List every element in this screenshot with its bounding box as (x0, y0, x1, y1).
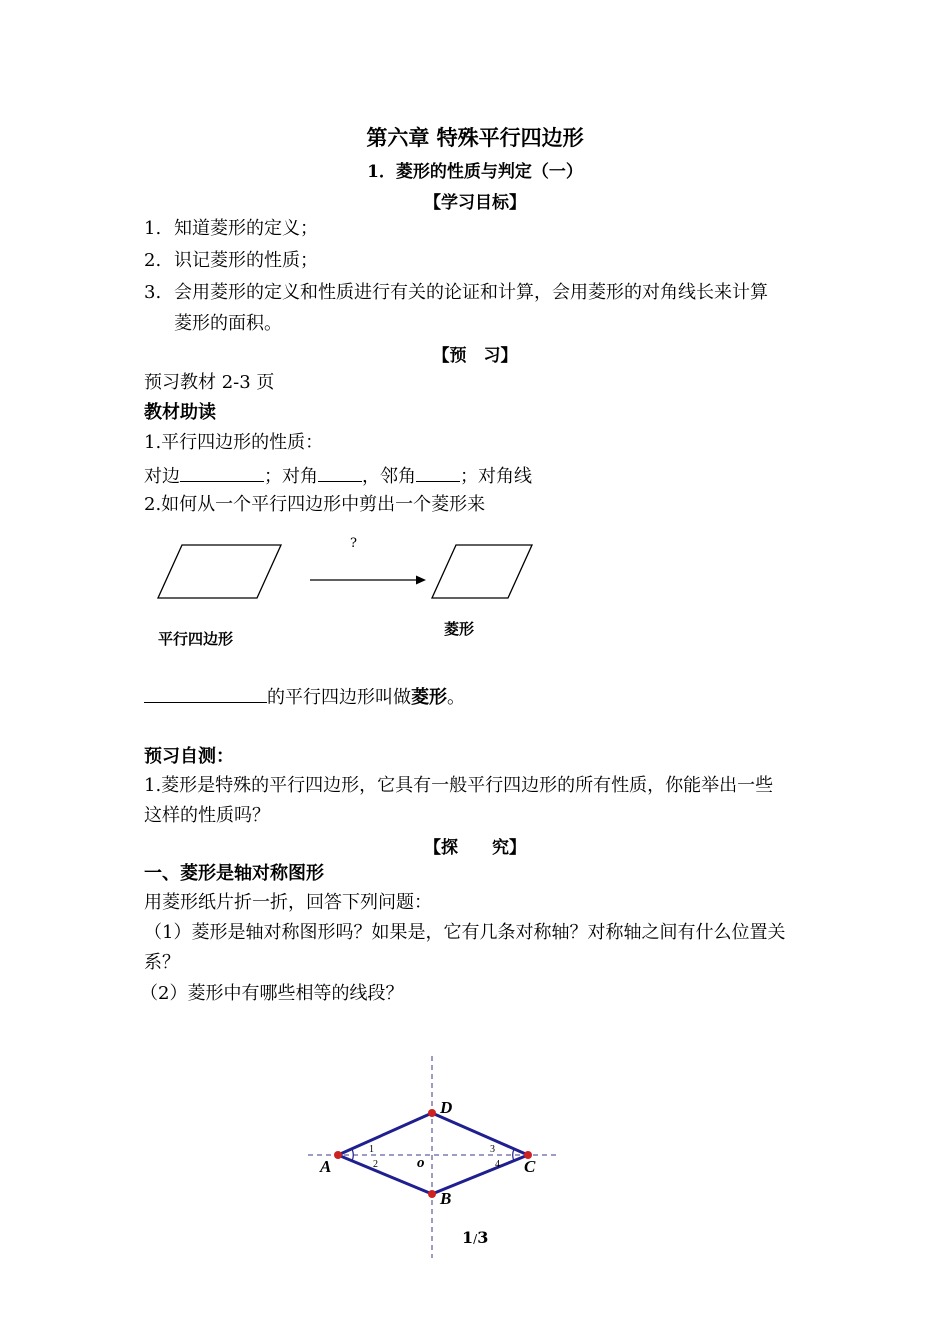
angle-label-3: 3 (490, 1144, 495, 1155)
parallelogram-label: 平行四边形 (158, 630, 234, 648)
self-test-title: 预习自测： (144, 746, 234, 767)
self-test-question: 1.菱形是特殊的平行四边形，它具有一般平行四边形的所有性质，你能举出一些 (144, 775, 774, 796)
objective-item: 2. 识记菱形的性质； (144, 250, 318, 271)
vertex-B (428, 1190, 436, 1198)
explore-question-1: （1）菱形是轴对称图形吗？如果是，它有几条对称轴？对称轴之间有什么位置关 (144, 922, 786, 943)
arrow-head (416, 576, 426, 585)
self-test-question-cont: 这样的性质吗？ (144, 805, 270, 826)
rhombus-shape (432, 545, 532, 598)
label-C: C (524, 1157, 536, 1176)
guide-title: 教材助读 (144, 402, 216, 423)
figure-question-mark: ? (350, 536, 357, 551)
blank-opposite-sides[interactable] (180, 463, 264, 482)
question-1: 1.平行四边形的性质： (144, 432, 324, 453)
explore-intro: 用菱形纸片折一折，回答下列问题： (144, 892, 432, 913)
rhombus-ABCD (338, 1113, 528, 1194)
blank-opposite-angles[interactable] (318, 463, 362, 482)
objectives-heading: 【学习目标】 (424, 193, 526, 213)
chapter-title: 第六章 特殊平行四边形 (366, 125, 584, 150)
page-number: 1/3 (462, 1228, 489, 1247)
rhombus-definition: 的平行四边形叫做菱形。 (144, 684, 465, 709)
explore-heading: 【探 究】 (424, 838, 526, 858)
preview-pages: 预习教材 2-3 页 (144, 372, 275, 393)
preview-heading: 【预 习】 (432, 346, 518, 366)
angle-arc-A (352, 1149, 353, 1161)
angle-label-1: 1 (369, 1144, 374, 1155)
label-B: B (440, 1189, 452, 1208)
vertex-D (428, 1109, 436, 1117)
rhombus-axes-figure (300, 1050, 570, 1262)
question-2: 2.如何从一个平行四边形中剪出一个菱形来 (144, 494, 486, 515)
angle-label-2: 2 (373, 1159, 378, 1170)
label-O: o (417, 1155, 425, 1171)
angle-label-4: 4 (495, 1159, 500, 1170)
objective-item: 3. 会用菱形的定义和性质进行有关的论证和计算，会用菱形的对角线长来计算 (144, 282, 768, 303)
lesson-title: 1．菱形的性质与判定（一） (367, 162, 583, 182)
label-A: A (320, 1157, 332, 1176)
vertex-A (334, 1151, 342, 1159)
objective-item: 1. 知道菱形的定义； (144, 218, 318, 239)
objective-item-continued: 菱形的面积。 (174, 313, 282, 334)
explore-question-1-cont: 系？ (144, 952, 180, 973)
parallelogram-shape (158, 545, 281, 598)
blank-adjacent-angles[interactable] (416, 463, 460, 482)
explore-question-2: （2）菱形中有哪些相等的线段？ (140, 983, 404, 1004)
angle-arc-C (513, 1149, 514, 1161)
rhombus-label: 菱形 (444, 620, 475, 638)
fill-in-line: 对边 ；对角 ，邻角 ；对角线 (144, 463, 532, 488)
section-1-title: 一、菱形是轴对称图形 (144, 863, 324, 884)
blank-definition[interactable] (144, 684, 267, 703)
label-D: D (440, 1098, 453, 1117)
